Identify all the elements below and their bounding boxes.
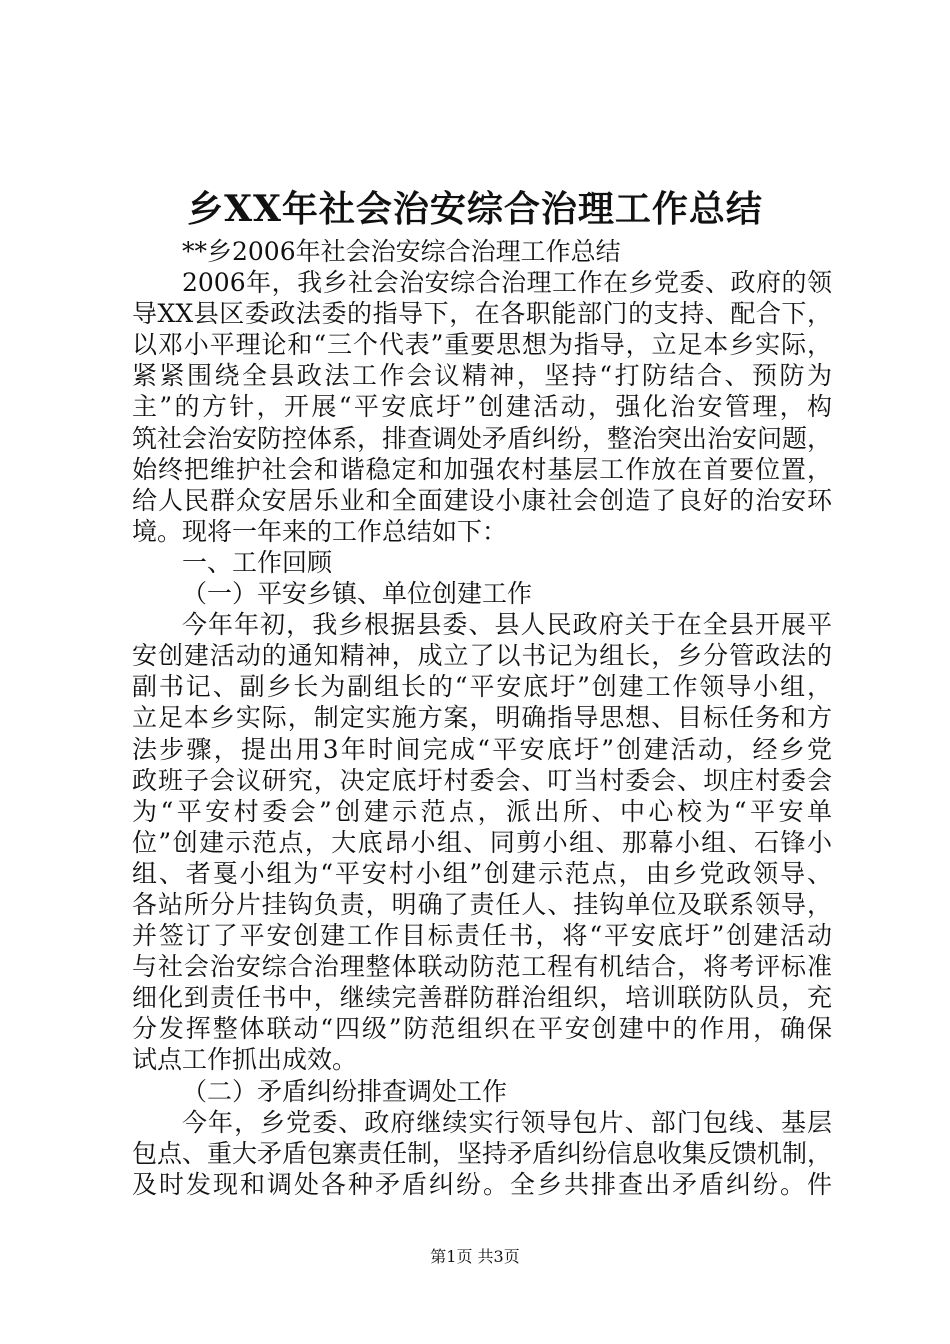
paragraph-line: 及时发现和调处各种矛盾纠纷。全乡共排查出矛盾纠纷。件 <box>132 1169 832 1199</box>
paragraph-line: 紧紧围绕全县政法工作会议精神，坚持“打防结合、预防为 <box>132 361 832 391</box>
paragraph-line: 今年，乡党委、政府继续实行领导包片、部门包线、基层 <box>182 1107 832 1137</box>
paragraph-line: 与社会治安综合治理整体联动防范工程有机结合，将考评标准 <box>132 952 832 982</box>
subtitle-line: **乡2006年社会治安综合治理工作总结 <box>182 237 621 266</box>
paragraph-line: 安创建活动的通知精神，成立了以书记为组长，乡分管政法的 <box>132 641 832 671</box>
paragraph-line: 境。现将一年来的工作总结如下： <box>132 516 508 546</box>
paragraph-line: 并签订了平安创建工作目标责任书，将“平安底圩”创建活动 <box>132 921 832 951</box>
paragraph-line: 法步骤，提出用3年时间完成“平安底圩”创建活动，经乡党 <box>132 734 832 764</box>
paragraph-line: 试点工作抓出成效。 <box>132 1045 358 1075</box>
paragraph-line: 筑社会治安防控体系，排查调处矛盾纠纷，整治突出治安问题， <box>132 423 833 453</box>
paragraph-line: 立足本乡实际，制定实施方案，明确指导思想、目标任务和方 <box>132 703 832 733</box>
subsection-heading: （二）矛盾纠纷排查调处工作 <box>182 1076 508 1106</box>
paragraph-line: 政班子会议研究，决定底圩村委会、叮当村委会、坝庄村委会 <box>132 765 832 795</box>
paragraph-line: 2006年，我乡社会治安综合治理工作在乡党委、政府的领 <box>182 268 832 298</box>
paragraph-line: 分发挥整体联动“四级”防范组织在平安创建中的作用，确保 <box>132 1014 832 1044</box>
paragraph-line: 各站所分片挂钩负责，明确了责任人、挂钩单位及联系领导， <box>132 889 832 919</box>
paragraph-line: 给人民群众安居乐业和全面建设小康社会创造了良好的治安环 <box>132 485 832 515</box>
paragraph-line: 为“平安村委会”创建示范点，派出所、中心校为“平安单 <box>132 796 832 826</box>
paragraph-line: 始终把维护社会和谐稳定和加强农村基层工作放在首要位置， <box>132 454 832 484</box>
paragraph-line: 导XX县区委政法委的指导下，在各职能部门的支持、配合下， <box>132 299 832 329</box>
paragraph-line: 位”创建示范点，大底昂小组、同剪小组、那幕小组、石锋小 <box>132 827 832 857</box>
paragraph-line: 副书记、副乡长为副组长的“平安底圩”创建工作领导小组， <box>132 672 832 702</box>
document-title: 乡XX年社会治安综合治理工作总结 <box>187 188 763 230</box>
paragraph-line: 主”的方针，开展“平安底圩”创建活动，强化治安管理，构 <box>132 392 832 422</box>
section-heading: 一、工作回顾 <box>182 547 333 577</box>
page-footer: 第1页 共3页 <box>430 1247 520 1266</box>
paragraph-line: 细化到责任书中，继续完善群防群治组织，培训联防队员，充 <box>132 983 832 1013</box>
paragraph-line: 包点、重大矛盾包寨责任制，坚持矛盾纠纷信息收集反馈机制， <box>132 1138 833 1168</box>
paragraph-line: 今年年初，我乡根据县委、县人民政府关于在全县开展平 <box>182 610 832 640</box>
document-body <box>132 236 832 1200</box>
paragraph-line: 组、者戛小组为“平安村小组”创建示范点，由乡党政领导、 <box>132 858 832 888</box>
subsection-heading: （一）平安乡镇、单位创建工作 <box>182 579 533 609</box>
paragraph-line: 以邓小平理论和“三个代表”重要思想为指导，立足本乡实际， <box>132 330 832 360</box>
